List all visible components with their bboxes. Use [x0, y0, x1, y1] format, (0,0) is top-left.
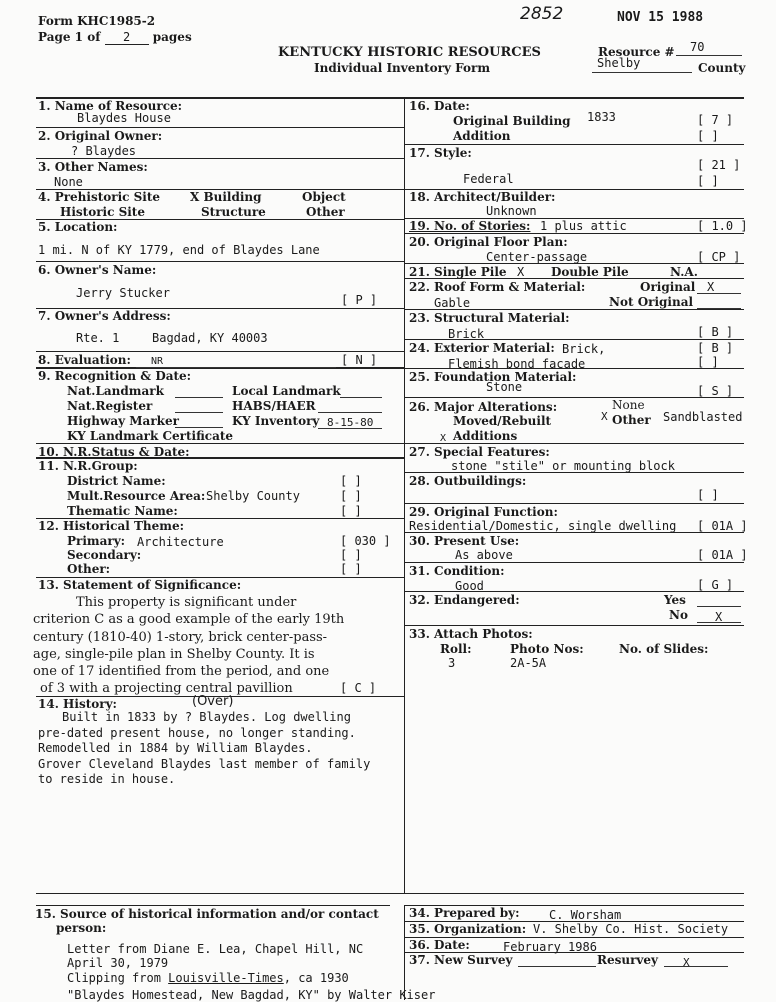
field-22-original: Original	[640, 280, 696, 294]
field-9-label: 9. Recognition & Date:	[38, 369, 192, 383]
field-37-label: 37. New Survey	[409, 953, 513, 967]
field-19-code: [ 1.0 ]	[697, 219, 748, 233]
field-33-label: 33. Attach Photos:	[409, 627, 533, 641]
field-15-line: Letter from Diane E. Lea, Chapel Hill, NC	[67, 942, 364, 956]
field-22-value: Gable	[434, 296, 471, 310]
field-13-line: century (1810-40) 1-story, brick center-pass-	[33, 630, 328, 645]
field-16-original-code: [ 7 ]	[697, 113, 734, 127]
field-15-label: 15. Source of historical information and/or contact	[35, 907, 379, 921]
field-34-label: 34. Prepared by:	[409, 906, 520, 920]
field-17-code-2: [ ]	[697, 174, 719, 188]
field-12-other-code: [ ]	[340, 562, 362, 576]
field-33-slides: No. of Slides:	[619, 642, 709, 656]
field-4-other: Other	[306, 205, 345, 219]
field-6-label: 6. Owner's Name:	[38, 263, 157, 277]
field-26-other: Other	[612, 413, 651, 427]
field-11-multi-value: Shelby County	[206, 489, 300, 503]
field-16-original-value: 1833	[587, 110, 616, 124]
field-33-roll-value: 3	[448, 656, 456, 670]
field-28-code: [ ]	[697, 488, 719, 502]
field-34-value: C. Worsham	[549, 908, 622, 922]
field-25-label: 25. Foundation Material:	[409, 370, 577, 384]
field-13-line: of 3 with a projecting central pavillion	[40, 681, 293, 696]
field-33-roll: Roll:	[440, 642, 472, 656]
field-21-label: 21. Single Pile	[409, 265, 507, 279]
field-9-highway: Highway Marker	[67, 414, 179, 428]
field-24-value-2: Flemish bond facade	[448, 357, 586, 371]
field-11-label: 11. N.R.Group:	[38, 459, 138, 473]
received-stamp: NOV 15 1988	[617, 10, 704, 25]
form-subtitle: Individual Inventory Form	[314, 61, 491, 75]
resource-label: Resource #	[598, 45, 675, 59]
field-24-code-2: [ ]	[697, 355, 719, 369]
field-14-label: 14. History:	[38, 697, 117, 711]
form-title: KENTUCKY HISTORIC RESOURCES	[278, 45, 541, 60]
field-31-label: 31. Condition:	[409, 564, 505, 578]
field-31-value: Good	[455, 579, 484, 593]
field-17-code-1: [ 21 ]	[697, 158, 741, 172]
field-11-thematic: Thematic Name:	[67, 504, 178, 518]
field-30-label: 30. Present Use:	[409, 534, 520, 548]
field-20-label: 20. Original Floor Plan:	[409, 235, 568, 249]
field-13-line: criterion C as a good example of the early 19th	[33, 612, 345, 627]
field-18-label: 18. Architect/Builder:	[409, 190, 556, 204]
field-14-line: to reside in house.	[38, 772, 176, 786]
field-26-none: None	[612, 398, 645, 412]
field-28-label: 28. Outbuildings:	[409, 474, 527, 488]
field-13-code: [ C ]	[340, 681, 377, 695]
field-13-over: (Over)	[192, 694, 234, 709]
field-1-label: 1. Name of Resource:	[38, 99, 183, 113]
field-32-label: 32. Endangered:	[409, 593, 520, 607]
field-18-value: Unknown	[486, 204, 537, 218]
field-4-building: X Building	[190, 190, 262, 204]
field-35-value: V. Shelby Co. Hist. Society	[533, 922, 729, 936]
field-7-value2: Bagdad, KY 40003	[152, 331, 268, 345]
field-15-line: Clipping from Louisville-Times, ca 1930	[67, 971, 349, 985]
field-8-code: [ N ]	[341, 353, 378, 367]
field-14-line: Remodelled in 1884 by William Blaydes.	[38, 741, 313, 755]
field-12-label: 12. Historical Theme:	[38, 519, 185, 533]
field-15-line: "Blaydes Homestead, New Bagdad, KY" by Walter Kiser	[67, 988, 436, 1002]
page-count: Page 1 of 2 pages	[38, 30, 192, 44]
field-14-line: Grover Cleveland Blaydes last member of family	[38, 757, 371, 771]
field-20-code: [ CP ]	[697, 250, 741, 264]
field-16-addition-code: [ ]	[697, 129, 719, 143]
field-30-value: As above	[455, 548, 513, 562]
field-9-natreg: Nat.Register	[67, 399, 153, 413]
field-9-kycert: KY Landmark Certificate	[67, 429, 234, 443]
field-19-label: 19. No. of Stories:	[409, 219, 531, 233]
field-26-moved: Moved/Rebuilt	[453, 414, 552, 428]
field-31-code: [ G ]	[697, 578, 734, 592]
field-21-na: N.A.	[670, 265, 698, 279]
field-32-no: No	[669, 608, 688, 622]
field-21-double: Double Pile	[551, 265, 629, 279]
field-27-value: stone "stile" or mounting block	[451, 459, 675, 473]
field-13-line: This property is significant under	[76, 595, 297, 610]
field-27-label: 27. Special Features:	[409, 445, 550, 459]
field-12-secondary: Secondary:	[67, 548, 142, 562]
field-6-code: [ P ]	[341, 293, 378, 307]
field-16-addition: Addition	[453, 129, 511, 143]
field-1-value: Blaydes House	[77, 111, 171, 125]
field-29-code: [ 01A ]	[697, 519, 748, 533]
field-22-label: 22. Roof Form & Material:	[409, 280, 586, 294]
field-26-sandblasted: Sandblasted	[663, 410, 743, 424]
field-26-additions: Additions	[453, 429, 518, 443]
field-12-primary-value: Architecture	[137, 535, 224, 549]
field-3-label: 3. Other Names:	[38, 160, 148, 174]
field-7-value1: Rte. 1	[76, 331, 120, 345]
field-26-x: X	[601, 410, 608, 423]
field-14-line: pre-dated present house, no longer standing.	[38, 726, 356, 740]
field-8-value: NR	[151, 356, 164, 367]
field-16-label: 16. Date:	[409, 99, 470, 113]
field-13-line: age, single-pile plan in Shelby County. It is	[33, 647, 315, 662]
field-12-primary: Primary:	[67, 534, 126, 548]
field-20-value: Center-passage	[486, 250, 588, 264]
field-4-object: Object	[302, 190, 346, 204]
field-35-label: 35. Organization:	[409, 922, 527, 936]
form-id: Form KHC1985-2	[38, 14, 156, 28]
field-12-secondary-code: [ ]	[340, 548, 362, 562]
field-32-yes: Yes	[664, 593, 686, 607]
field-5-value: 1 mi. N of KY 1779, end of Blaydes Lane	[38, 243, 320, 257]
field-11-district-code: [ ]	[340, 474, 362, 488]
field-19-value: 1 plus attic	[540, 219, 627, 233]
field-17-value: Federal	[463, 172, 514, 186]
field-17-label: 17. Style:	[409, 146, 472, 160]
field-10-label: 10. N.R.Status & Date:	[38, 445, 190, 459]
field-25-code: [ S ]	[697, 384, 734, 398]
field-24-value: Brick,	[562, 342, 606, 356]
field-37-resurvey: Resurvey	[597, 953, 658, 967]
field-8-label: 8. Evaluation:	[38, 353, 131, 367]
field-11-multi: Mult.Resource Area:	[67, 489, 206, 503]
field-23-label: 23. Structural Material:	[409, 311, 570, 325]
field-7-label: 7. Owner's Address:	[38, 309, 171, 323]
field-32-x: X	[715, 610, 723, 624]
field-30-code: [ 01A ]	[697, 548, 748, 562]
field-24-label: 24. Exterior Material:	[409, 341, 555, 355]
field-9-kyinventory: KY Inventory	[232, 414, 320, 428]
field-3-value: None	[54, 175, 83, 189]
field-22-not-original: Not Original	[609, 295, 694, 309]
field-23-code: [ B ]	[697, 325, 734, 339]
field-15-label-2: person:	[56, 921, 107, 935]
resource-number: 70	[690, 40, 705, 54]
field-16-original: Original Building	[453, 114, 571, 128]
field-36-value: February 1986	[503, 940, 597, 954]
field-4-structure: Structure	[201, 205, 266, 219]
field-12-primary-code: [ 030 ]	[340, 534, 391, 548]
field-12-other: Other:	[67, 562, 111, 576]
field-9-kyinventory-date: 8-15-80	[327, 416, 374, 429]
county-value: Shelby	[597, 56, 641, 70]
field-26-x2: X	[440, 433, 447, 444]
field-21-x: X	[517, 265, 525, 279]
field-36-label: 36. Date:	[409, 938, 470, 952]
field-11-multi-code: [ ]	[340, 489, 362, 503]
field-33-photo: Photo Nos:	[510, 642, 584, 656]
field-33-photo-value: 2A-5A	[510, 656, 547, 670]
field-6-value: Jerry Stucker	[76, 286, 170, 300]
field-23-value: Brick	[448, 327, 485, 341]
field-5-label: 5. Location:	[38, 220, 118, 234]
field-11-district: District Name:	[67, 474, 166, 488]
field-2-value: ? Blaydes	[71, 144, 137, 158]
field-26-label: 26. Major Alterations:	[409, 400, 558, 414]
field-15-line: April 30, 1979	[67, 956, 169, 970]
field-24-code: [ B ]	[697, 341, 734, 355]
field-29-label: 29. Original Function:	[409, 505, 558, 519]
field-22-x: X	[707, 280, 715, 294]
field-13-label: 13. Statement of Significance:	[38, 578, 242, 592]
field-37-x: X	[683, 956, 690, 969]
field-4-prehistoric: 4. Prehistoric Site	[38, 190, 161, 204]
field-25-value: Stone	[486, 380, 523, 394]
field-9-natlandmark: Nat.Landmark	[67, 384, 164, 398]
handwritten-number: 2852	[520, 4, 564, 24]
county-label: County	[698, 61, 746, 75]
field-14-line: Built in 1833 by ? Blaydes. Log dwelling	[62, 710, 351, 724]
field-13-line: one of 17 identified from the period, and one	[33, 664, 330, 679]
field-11-thematic-code: [ ]	[340, 504, 362, 518]
field-29-value: Residential/Domestic, single dwelling	[409, 519, 677, 533]
field-9-habs: HABS/HAER	[232, 399, 316, 413]
field-2-label: 2. Original Owner:	[38, 129, 163, 143]
field-9-local: Local Landmark	[232, 384, 341, 398]
field-4-historic: Historic Site	[60, 205, 145, 219]
